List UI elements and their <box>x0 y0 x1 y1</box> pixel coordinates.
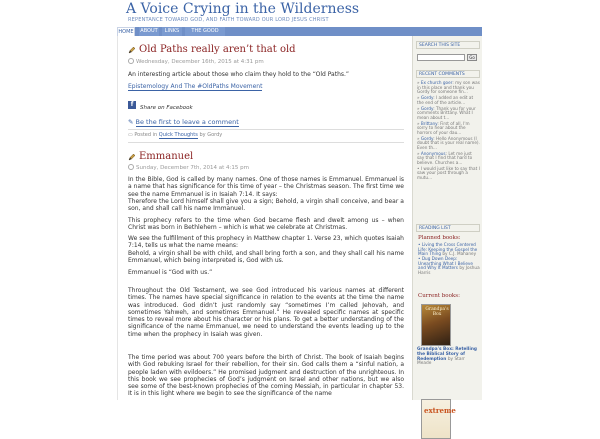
nav-tab-about[interactable]: ABOUT <box>140 28 158 34</box>
current-books-heading: Current books: <box>418 293 460 299</box>
post-paragraph: Throughout the Old Testament, we see God introduced his various names at different times. The names have special significance in relation to the events at the time the name was introduced. God didn’t just randomly say “sometimes I’m called Jehovah, and sometimes Yahweh, and sometimes Emmanuel.” He revealed specific names at specific times to reveal more about his character or his plans. To get a better understanding of the significance of the name Emmanuel, we need to understand the events leading up to the time when the prophecy in Isaiah was given. <box>128 287 404 338</box>
post-date <box>128 58 264 65</box>
list-item[interactable]: » Anonymous: Let me just say that I find that hard to believe. Churches a... <box>417 150 473 165</box>
list-item[interactable]: » Ex church goer: my son was in this place and thank you Gordy for someone fin... <box>417 80 480 94</box>
post-title[interactable] <box>128 44 296 55</box>
post-quote: Therefore the Lord himself shall give you a sign; Behold, a virgin shall conceive, and bear a son, and shall call his name Immanuel. <box>128 198 404 213</box>
post-paragraph: We see the fulfillment of this prophecy in Matthew chapter 1. Verse 23, which quotes Isaiah 7:14, tells us what the name means: <box>128 235 404 250</box>
list-item[interactable]: » Gordy: Thank you for your comments Brittany. What I mean about t... <box>417 105 476 120</box>
recent-comments-list <box>417 81 480 182</box>
nav-tab-home[interactable]: HOME <box>118 29 134 35</box>
site-title[interactable]: A Voice Crying in the Wilderness <box>126 1 360 17</box>
book-cover-extreme[interactable]: extreme <box>421 399 451 439</box>
sidebar <box>412 36 482 415</box>
comment-icon: ✎ <box>128 118 136 126</box>
book-cover-grandpas-box[interactable]: Grandpa's Box <box>421 304 451 346</box>
search-heading: SEARCH THIS SITE <box>416 41 480 49</box>
share-facebook-link[interactable]: Share on Facebook <box>140 105 193 111</box>
divider <box>128 142 404 143</box>
article-link[interactable]: Epistemology And The #OldPaths Movement <box>128 83 263 90</box>
main-content <box>117 36 407 400</box>
list-item[interactable]: » Gordy: I added an edit at the end of the article... <box>417 95 474 105</box>
list-item[interactable]: » Gordy: Hello Anonymous (I doubt that is your real name). Even th... <box>417 135 480 150</box>
post-quote: Behold, a virgin shall be with child, and shall bring forth a son, and they shall call his name Emmanuel, which being interpreted is, God with us. <box>128 250 404 265</box>
list-item[interactable]: • Dug Down Deep: Unearthing What I Believe and Why It Matters by Joshua Harris <box>418 256 480 276</box>
main-nav <box>117 27 482 36</box>
pencil-icon <box>128 46 136 54</box>
post-title-text: Emmanuel <box>139 151 194 162</box>
recent-comments-heading: RECENT COMMENTS <box>416 70 480 78</box>
pencil-icon <box>128 153 136 161</box>
book-caption[interactable]: Grandpa's Box: Retelling the Biblical Story of Redemption by Starr Meade <box>417 347 477 367</box>
post-paragraph: In the Bible, God is called by many names. One of those names is Emmanuel. Emmanuel is a name that has significance for this time of year – the Christmas season. The first time we see the name Emmanuel is in Isaiah 7:14. It says: <box>128 176 404 198</box>
planned-books-heading: Planned books: <box>418 235 461 241</box>
planned-books-list <box>418 243 480 276</box>
post-paragraph: Emmanuel is “God with us.” <box>128 269 213 276</box>
category-link[interactable]: Quick Thoughts <box>158 132 198 138</box>
list-item[interactable]: » Brittany: First of all, I'm sorry to hear about the horrors of your dau... <box>417 120 470 135</box>
comment-link[interactable]: ✎ Be the first to leave a comment <box>128 118 239 126</box>
post-date <box>128 164 249 171</box>
post-paragraph: This prophecy refers to the time when God became flesh and dwelt among us – when Christ was born in Bethlehem – which is what we celebrate at Christmas. <box>128 217 404 232</box>
folder-icon: ▭ <box>128 132 135 138</box>
list-item[interactable]: • Living the Cross Centered Life: Keeping the Gospel the Main Thing by C.J. Mahaney <box>418 242 478 257</box>
post-paragraph: The time period was about 700 years before the birth of Christ. The book of Isaiah begins with God rebuking Israel for their rebellion, for their sin. God calls them a “sinful nation, a people laden with evildoers.” He promised judgment and destruction of the unrighteous. In this book we see prophecies of God’s judgment on Israel and other nations, but we also see some of the best-known prophecies of the coming Messiah, in particular in chapter 53. It is in this light where we begin to see the significance of the name <box>128 354 404 398</box>
post-meta: ▭ Posted in Quick Thoughts by Gordy <box>128 132 223 138</box>
post-date-text: Sunday, December 7th, 2014 at 4:15 pm <box>136 165 249 171</box>
post-date-text: Wednesday, December 16th, 2015 at 4:31 pm <box>136 59 264 65</box>
search-button[interactable]: Go <box>467 54 477 61</box>
site-tagline: REPENTANCE TOWARD GOD, AND FAITH TOWARD OUR LORD JESUS CHRIST <box>128 17 329 23</box>
post-title[interactable] <box>128 151 193 162</box>
facebook-icon[interactable]: f <box>128 101 136 109</box>
nav-tab-links[interactable]: LINKS <box>162 27 182 36</box>
clock-icon <box>128 164 134 170</box>
header <box>0 0 600 26</box>
post-body: An interesting article about those who claim they hold to the “Old Paths.” <box>128 71 350 78</box>
divider <box>128 129 404 130</box>
nav-tab-good-test[interactable]: THE GOOD <box>185 27 225 36</box>
list-item[interactable]: • I would just like to say that I saw your post through a mutu... <box>417 165 480 180</box>
reading-list-heading: READING LIST <box>416 224 480 232</box>
clock-icon <box>128 58 134 64</box>
post-title-text: Old Paths really aren’t that old <box>139 44 296 55</box>
search-input[interactable] <box>417 54 465 61</box>
